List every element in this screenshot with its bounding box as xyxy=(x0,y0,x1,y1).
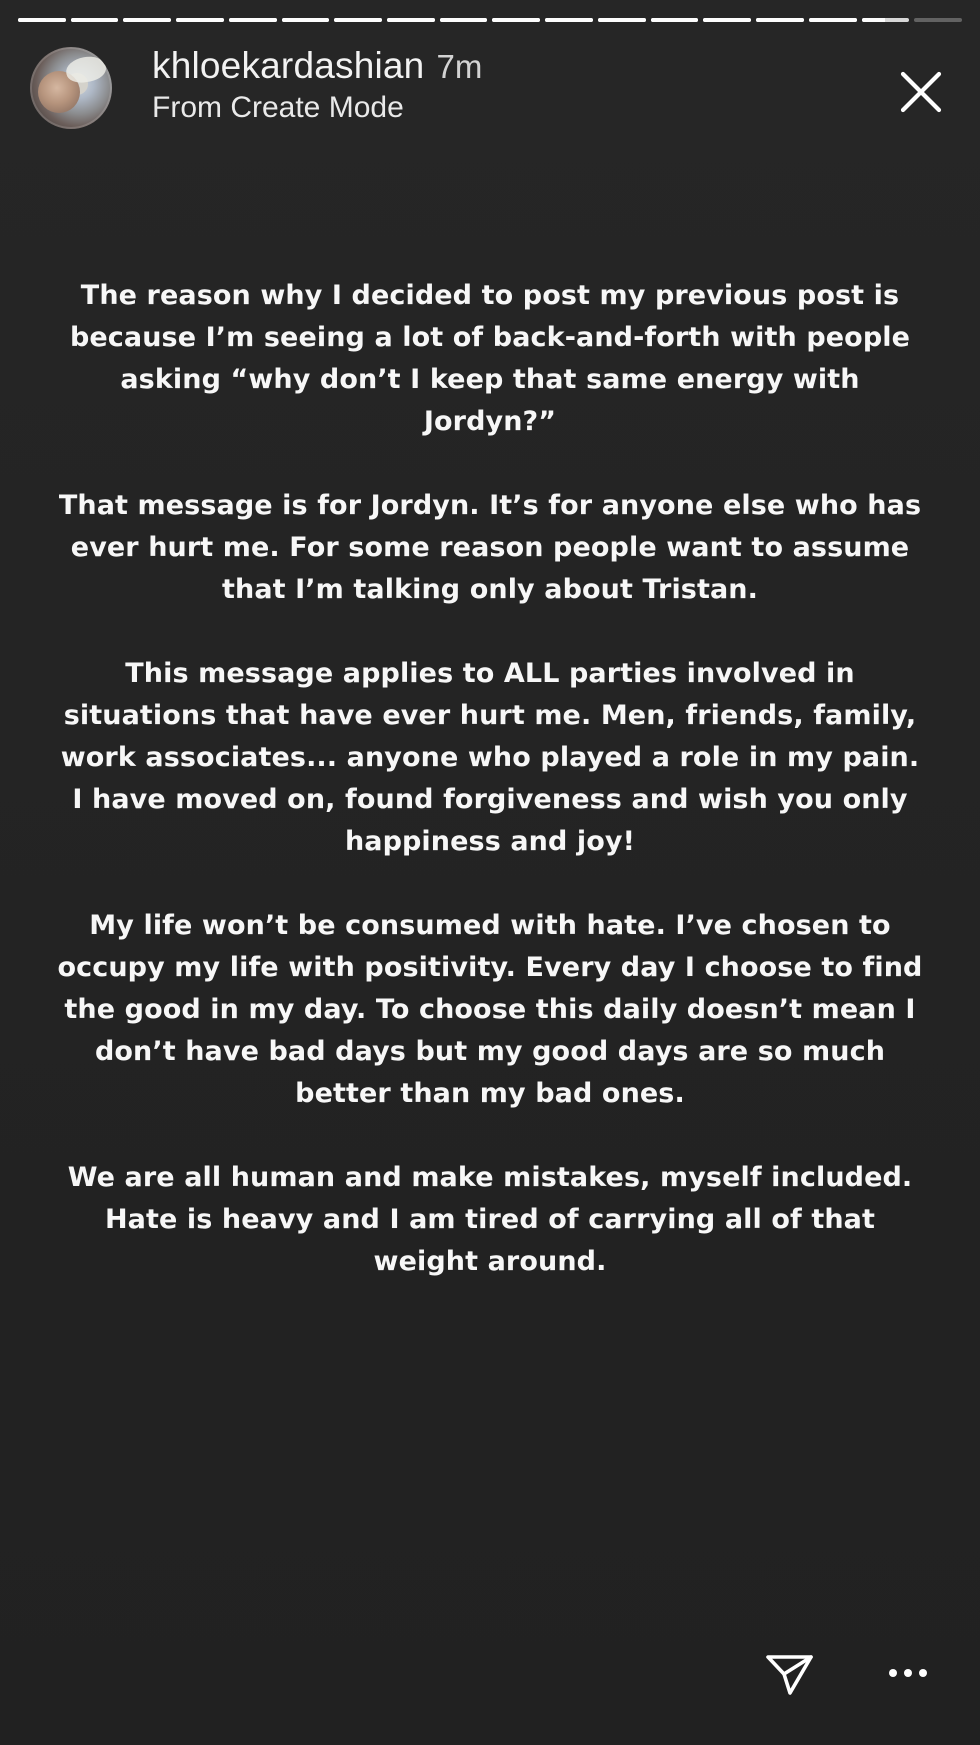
story-user-line xyxy=(152,45,482,87)
story-progress-segment xyxy=(229,18,277,22)
story-progress-segment xyxy=(282,18,330,22)
story-progress-segment-fill xyxy=(492,18,540,22)
story-progress-segment xyxy=(334,18,382,22)
close-button[interactable] xyxy=(892,63,950,121)
story-message xyxy=(40,275,940,1283)
story-progress-segment-fill xyxy=(598,18,646,22)
story-progress-segment-fill xyxy=(282,18,330,22)
story-progress-segment xyxy=(703,18,751,22)
story-progress-segment-fill xyxy=(71,18,119,22)
message-paragraph-1: The reason why I decided to post my previous post is because I’m seeing a lot of back-and-forth with people asking “why don’t I keep that same energy with Jordyn?” xyxy=(69,280,911,437)
story-progress-segment-fill xyxy=(862,18,886,22)
story-progress-segment xyxy=(809,18,857,22)
close-icon xyxy=(892,63,950,121)
story-progress-segment xyxy=(387,18,435,22)
story-progress-segment-fill xyxy=(703,18,751,22)
story-progress-segment-fill xyxy=(123,18,171,22)
story-progress-segment xyxy=(176,18,224,22)
story-progress-segment-fill xyxy=(229,18,277,22)
story-progress-segment xyxy=(71,18,119,22)
story-header xyxy=(30,45,950,135)
message-paragraph-3: This message applies to ALL parties involved in situations that have ever hurt me. Men, friends, family, work associates... anyone who played a role in my pain. I have moved on, found forgiveness and wish you only happiness and joy! xyxy=(60,658,920,857)
avatar[interactable] xyxy=(30,47,112,129)
story-progress-segment xyxy=(598,18,646,22)
story-progress-segment-fill xyxy=(809,18,857,22)
story-progress-segment-fill xyxy=(545,18,593,22)
story-progress-bar xyxy=(18,18,962,26)
story-progress-segment-fill xyxy=(440,18,488,22)
story-progress-segment xyxy=(862,18,910,22)
story-source-label: From Create Mode xyxy=(152,91,404,124)
story-progress-segment-fill xyxy=(18,18,66,22)
post-time: 7m xyxy=(436,48,483,85)
story-progress-segment xyxy=(123,18,171,22)
story-footer-actions xyxy=(757,1641,940,1705)
story-progress-segment-fill xyxy=(756,18,804,22)
more-options-button[interactable] xyxy=(876,1641,940,1705)
story-progress-segment-fill xyxy=(651,18,699,22)
story-progress-segment xyxy=(440,18,488,22)
message-paragraph-4: My life won’t be consumed with hate. I’ve chosen to occupy my life with positivity. Every day I choose to find the good in my day. To choose this daily doesn’t mean I don’t have bad days but my good days are so much better than my bad ones. xyxy=(57,910,923,1109)
story-progress-segment xyxy=(756,18,804,22)
story-progress-segment xyxy=(914,18,962,22)
story-progress-segment-fill xyxy=(387,18,435,22)
story-progress-segment xyxy=(545,18,593,22)
story-progress-segment xyxy=(651,18,699,22)
story-progress-segment xyxy=(18,18,66,22)
send-button[interactable] xyxy=(757,1641,821,1705)
send-icon xyxy=(759,1643,819,1703)
username[interactable]: khloekardashian xyxy=(152,45,425,86)
message-paragraph-5: We are all human and make mistakes, myself included. Hate is heavy and I am tired of carrying all of that weight around. xyxy=(67,1162,913,1277)
story-progress-segment xyxy=(492,18,540,22)
message-paragraph-2: That message is for Jordyn. It’s for anyone else who has ever hurt me. For some reason people want to assume that I’m talking only about Tristan. xyxy=(58,490,922,605)
story-identity xyxy=(152,45,482,127)
story-progress-segment-fill xyxy=(176,18,224,22)
story-progress-segment-fill xyxy=(334,18,382,22)
more-icon xyxy=(887,1667,929,1679)
